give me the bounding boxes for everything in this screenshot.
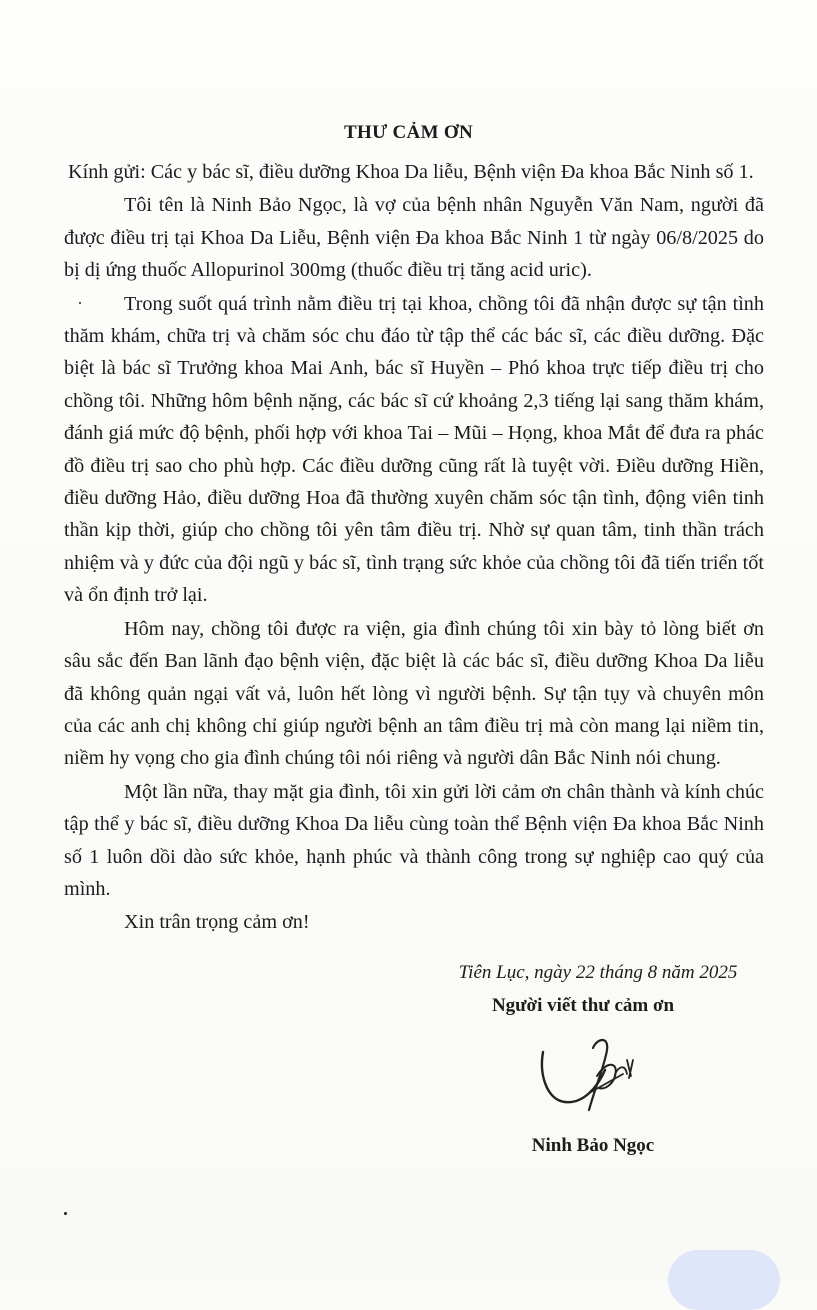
place-date: Tiên Lục, ngày 22 tháng 8 năm 2025: [458, 962, 738, 983]
paragraph-gratitude: Hôm nay, chồng tôi được ra viện, gia đình chúng tôi xin bày tỏ lòng biết ơn sâu sắc đến Ban lãnh đạo bệnh viện, đặc biệt là các bác sĩ, điều dưỡng Khoa Da liễu đã không quản ngại vất vả, luôn hết lòng vì người bệnh. Sự tận tụy và chuyên môn của các anh chị không chỉ giúp người bệnh an tâm điều trị mà còn mang lại niềm tin, niềm hy vọng cho gia đình chúng tôi nói riêng và người dân Bắc Ninh nói chung.: [64, 617, 764, 770]
floating-action-button[interactable]: [668, 1250, 780, 1310]
paragraph-wishes: Một lần nữa, thay mặt gia đình, tôi xin gửi lời cảm ơn chân thành và kính chúc tập thể y bác sĩ, điều dưỡng Khoa Da liễu cùng toàn thể Bệnh viện Đa khoa Bắc Ninh số 1 luôn dồi dào sức khỏe, hạnh phúc và thành công trong sự nghiệp cao quý của mình.: [64, 780, 764, 900]
scan-speck: [79, 302, 81, 304]
scan-speck: [64, 1212, 67, 1215]
salutation: Kính gửi: Các y bác sĩ, điều dưỡng Khoa Da liễu, Bệnh viện Đa khoa Bắc Ninh số 1.: [68, 161, 754, 183]
letter-body: [64, 156, 764, 939]
writer-title: Người viết thư cảm ơn: [491, 995, 675, 1016]
closing-line: Xin trân trọng cảm ơn!: [124, 911, 310, 934]
paragraph-intro: Tôi tên là Ninh Bảo Ngọc, là vợ của bệnh nhân Nguyễn Văn Nam, người đã được điều trị tại Khoa Da Liễu, Bệnh viện Đa khoa Bắc Ninh 1 từ ngày 06/8/2025 do bị dị ứng thuốc Allopurinol 300mg (thuốc điều trị tăng acid uric).: [64, 194, 764, 282]
paragraph-treatment: Trong suốt quá trình nằm điều trị tại khoa, chồng tôi đã nhận được sự tận tình thăm khám, chữa trị và chăm sóc chu đáo từ tập thể các bác sĩ, các điều dưỡng. Đặc biệt là bác sĩ Trưởng khoa Mai Anh, bác sĩ Huyền – Phó khoa trực tiếp điều trị cho chồng tôi. Những hôm bệnh nặng, các bác sĩ cứ khoảng 2,3 tiếng lại sang thăm khám, đánh giá mức độ bệnh, phối hợp với khoa Tai – Mũi – Họng, khoa Mắt để đưa ra phác đồ điều trị sao cho phù hợp. Các điều dưỡng cũng rất là tuyệt vời. Điều dưỡng Hiền, điều dưỡng Hảo, điều dưỡng Hoa đã thường xuyên chăm sóc tận tình, động viên tinh thần kịp thời, giúp cho chồng tôi yên tâm điều trị. Nhờ sự quan tâm, tinh thần trách nhiệm và y đức của đội ngũ y bác sĩ, tình trạng sức khỏe của chồng tôi đã tiến triển tốt và ổn định trở lại.: [64, 292, 764, 607]
letter-title: THƯ CẢM ƠN: [344, 122, 473, 143]
signature-icon: [535, 1030, 655, 1120]
signer-name: Ninh Bảo Ngọc: [531, 1135, 655, 1156]
